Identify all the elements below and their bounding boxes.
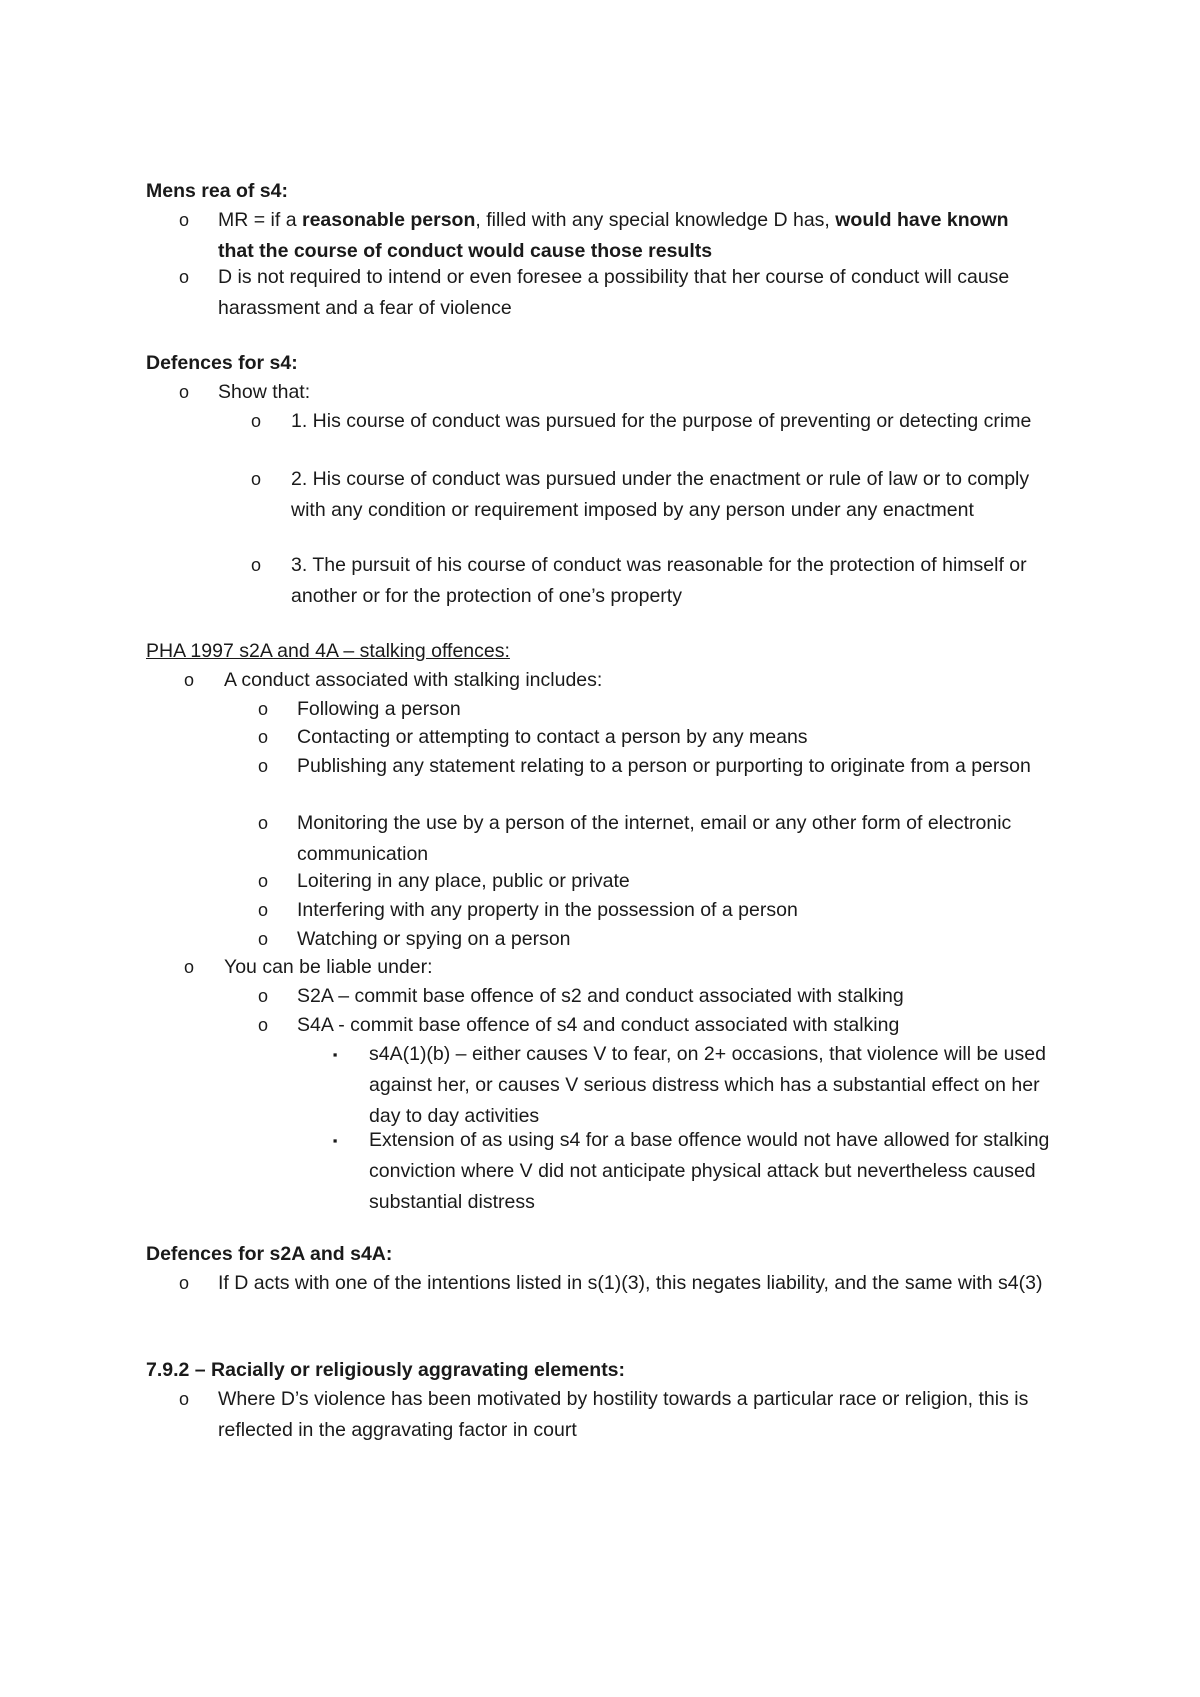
list-item-text <box>291 550 1051 612</box>
text-run: Show that: <box>218 381 311 403</box>
circle-bullet-icon: o <box>178 210 189 230</box>
list-item-text <box>297 751 1057 782</box>
circle-bullet-icon: o <box>183 957 194 977</box>
circle-bullet-icon: o <box>250 411 261 431</box>
circle-bullet-icon: o <box>250 469 261 489</box>
bold-phrase: reasonable person <box>301 209 476 231</box>
text-run: Where D’s violence has been motivated by hostility towards a particular race or religion, this is reflected in the aggravating factor in court <box>218 1388 1029 1441</box>
text-run: Following a person <box>297 698 461 720</box>
text-run: Extension of as using s4 for a base offence would not have allowed for stalking conviction where V did not anticipate physical attack but nevertheless caused substantial distress <box>369 1129 1050 1213</box>
list-item-text <box>224 665 1044 696</box>
section-heading: Mens rea of s4: <box>146 180 288 202</box>
list-item-text <box>297 722 1057 753</box>
text-run: S2A – commit base offence of s2 and conduct associated with stalking <box>297 985 904 1007</box>
text-run: Watching or spying on a person <box>297 928 571 950</box>
circle-bullet-icon: o <box>183 670 194 690</box>
list-item-text <box>297 694 1057 725</box>
section-heading: Defences for s4: <box>146 352 298 374</box>
list-item-text <box>297 924 1057 955</box>
list-item-text <box>291 406 1051 437</box>
text-run: 2. His course of conduct was pursued under the enactment or rule of law or to comply with any condition or requirement imposed by any person under any enactment <box>291 468 1030 521</box>
list-item-text <box>297 895 1057 926</box>
list-item-text <box>291 464 1051 526</box>
circle-bullet-icon: o <box>257 900 268 920</box>
circle-bullet-icon: o <box>257 727 268 747</box>
text-run: Publishing any statement relating to a person or purporting to originate from a person <box>297 755 1031 777</box>
circle-bullet-icon: o <box>250 555 261 575</box>
list-item-text <box>218 377 1048 408</box>
text-run: S4A - commit base offence of s4 and conduct associated with stalking <box>297 1014 900 1036</box>
circle-bullet-icon: o <box>178 1389 189 1409</box>
text-run: 3. The pursuit of his course of conduct was reasonable for the protection of himself or another or for the protection of one’s property <box>291 554 1027 607</box>
list-item-text <box>218 262 1048 324</box>
list-item-text <box>218 205 1048 267</box>
text-run: 1. His course of conduct was pursued for the purpose of preventing or detecting crime <box>291 410 1032 432</box>
text-run: , filled with any special knowledge D has, <box>475 209 836 231</box>
circle-bullet-icon: o <box>257 813 268 833</box>
circle-bullet-icon: o <box>257 699 268 719</box>
circle-bullet-icon: o <box>178 1273 189 1293</box>
circle-bullet-icon: o <box>257 1015 268 1035</box>
section-heading: 7.9.2 – Racially or religiously aggravating elements: <box>146 1359 626 1381</box>
circle-bullet-icon: o <box>178 382 189 402</box>
text-run: If D acts with one of the intentions listed in s(1)(3), this negates liability, and the same with s4(3) <box>218 1272 1043 1294</box>
text-run: s4A(1)(b) – either causes V to fear, on 2+ occasions, that violence will be used against her, or causes V serious distress which has a substantial effect on her day to day activities <box>369 1043 1046 1127</box>
text-run: Loitering in any place, public or private <box>297 870 630 892</box>
circle-bullet-icon: o <box>257 929 268 949</box>
circle-bullet-icon: o <box>257 986 268 1006</box>
text-run: Monitoring the use by a person of the internet, email or any other form of electronic communication <box>297 812 1012 865</box>
text-run: You can be liable under: <box>224 956 433 978</box>
bold-phrase: would have known that the course of conduct would cause those results <box>218 209 1009 262</box>
list-item-text <box>218 1268 1048 1299</box>
text-run: D is not required to intend or even foresee a possibility that her course of conduct will cause harassment and a fear of violence <box>218 266 1010 319</box>
text-run: MR = if a <box>218 209 302 231</box>
circle-bullet-icon: o <box>178 267 189 287</box>
list-item-text <box>224 952 1044 983</box>
square-bullet-icon: ▪ <box>332 1133 338 1148</box>
list-item-text <box>297 866 1057 897</box>
list-item-text <box>218 1384 1048 1446</box>
list-item-text <box>297 981 1057 1012</box>
circle-bullet-icon: o <box>257 756 268 776</box>
square-bullet-icon: ▪ <box>332 1047 338 1062</box>
text-run: Interfering with any property in the possession of a person <box>297 899 798 921</box>
text-run: Contacting or attempting to contact a person by any means <box>297 726 808 748</box>
list-item-text <box>369 1039 1054 1132</box>
text-run: A conduct associated with stalking includes: <box>224 669 603 691</box>
list-item-text <box>297 1010 1057 1041</box>
section-heading: Defences for s2A and s4A: <box>146 1243 393 1265</box>
section-heading: PHA 1997 s2A and 4A – stalking offences: <box>146 640 510 662</box>
list-item-text <box>297 808 1057 870</box>
circle-bullet-icon: o <box>257 871 268 891</box>
list-item-text <box>369 1125 1054 1218</box>
